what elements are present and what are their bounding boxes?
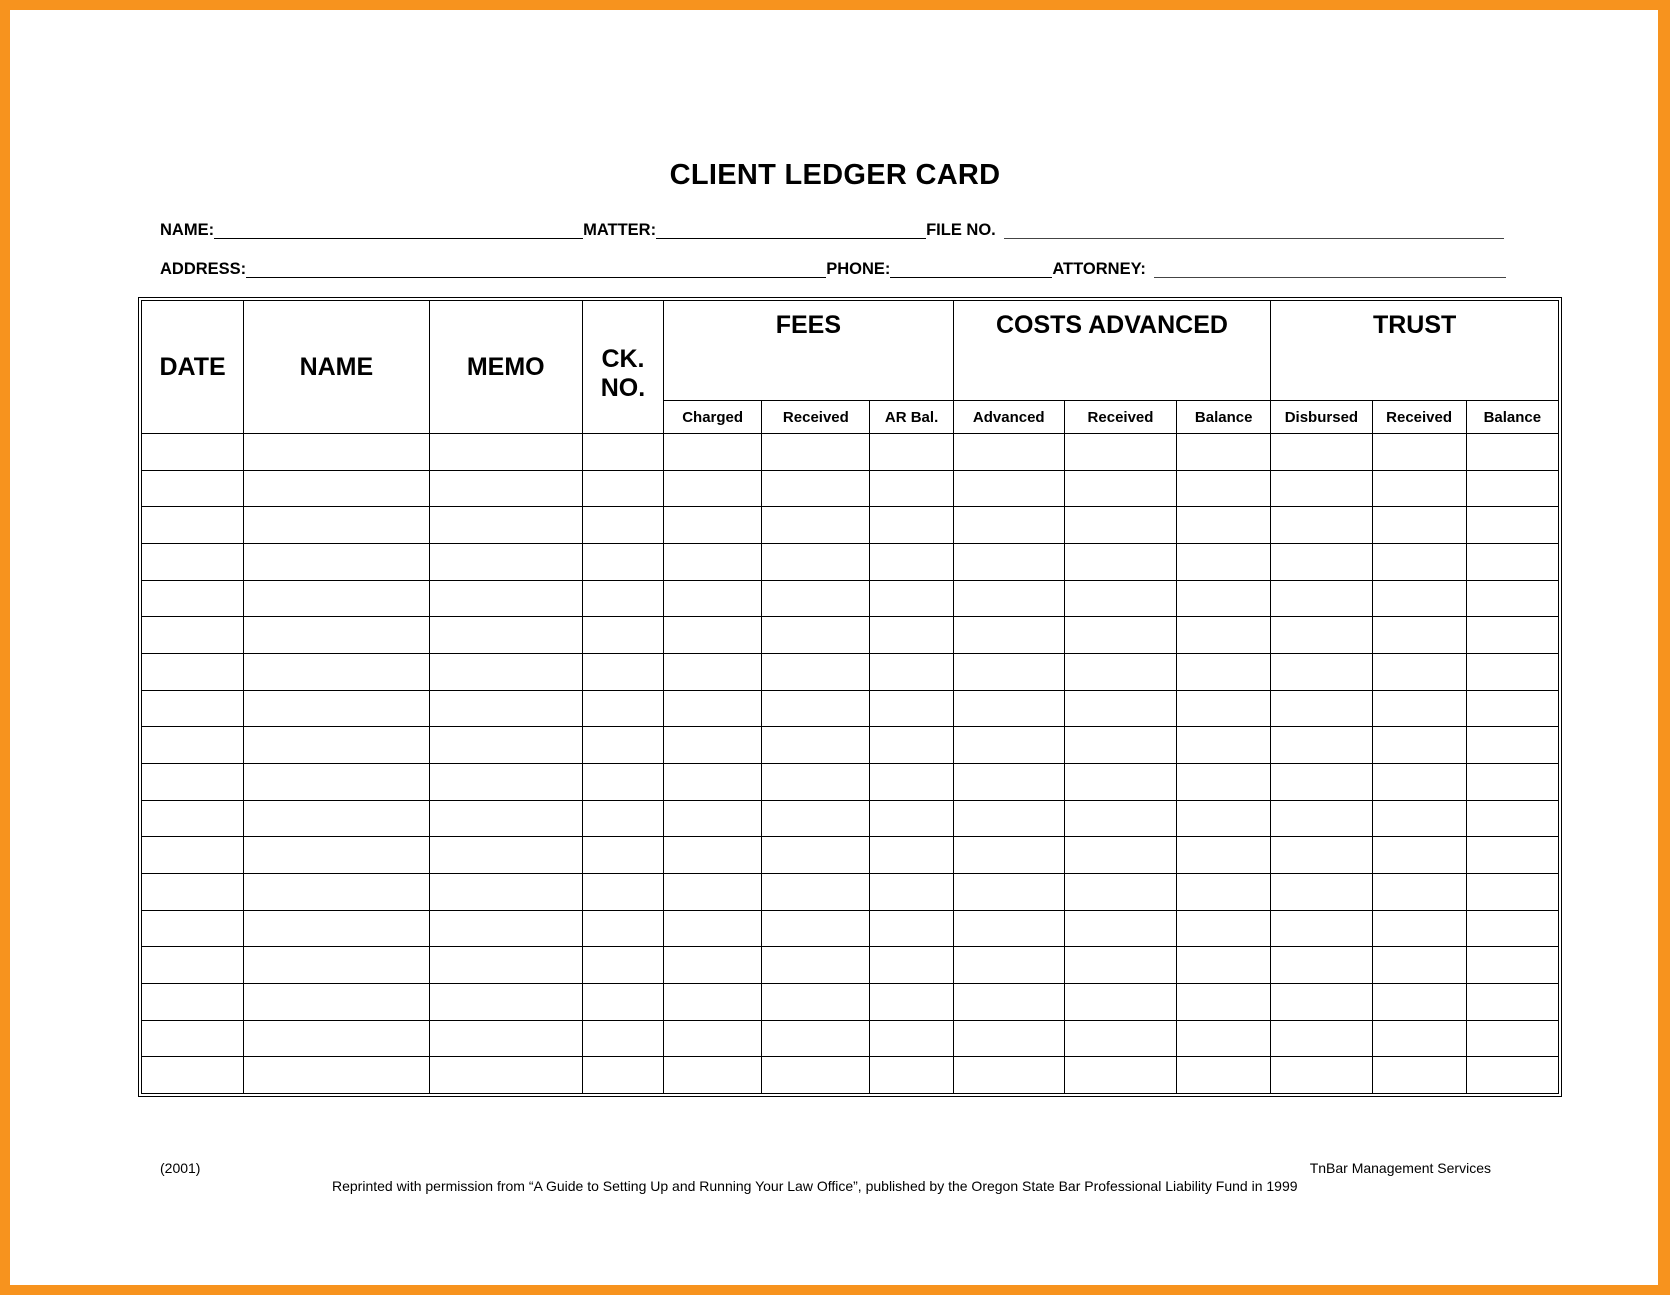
- table-cell[interactable]: [664, 837, 762, 874]
- table-cell[interactable]: [870, 470, 953, 507]
- table-cell[interactable]: [244, 617, 429, 654]
- table-cell[interactable]: [1064, 653, 1176, 690]
- trust-balance-header: Balance: [1466, 401, 1558, 434]
- table-cell[interactable]: [1271, 690, 1372, 727]
- table-cell[interactable]: [1177, 800, 1271, 837]
- table-cell[interactable]: [1177, 1020, 1271, 1057]
- address-label: ADDRESS:: [160, 260, 247, 278]
- table-cell[interactable]: [664, 947, 762, 984]
- table-cell[interactable]: [244, 1020, 429, 1057]
- costs-balance-header: Balance: [1177, 401, 1271, 434]
- table-cell[interactable]: [582, 873, 663, 910]
- table-cell[interactable]: [582, 947, 663, 984]
- table-cell[interactable]: [762, 727, 870, 764]
- file-no-label: FILE NO.: [926, 221, 996, 239]
- table-cell[interactable]: [1064, 470, 1176, 507]
- table-cell[interactable]: [1064, 837, 1176, 874]
- table-cell[interactable]: [870, 653, 953, 690]
- table-cell[interactable]: [429, 580, 582, 617]
- fees-ar-bal-header: AR Bal.: [870, 401, 953, 434]
- table-cell[interactable]: [870, 434, 953, 471]
- table-cell[interactable]: [1271, 873, 1372, 910]
- table-cell[interactable]: [762, 1020, 870, 1057]
- table-cell[interactable]: [870, 690, 953, 727]
- table-cell[interactable]: [1064, 1020, 1176, 1057]
- table-cell[interactable]: [1466, 690, 1558, 727]
- table-cell[interactable]: [244, 873, 429, 910]
- table-row: [142, 983, 1559, 1020]
- header-line-1: [160, 214, 1510, 242]
- table-cell[interactable]: [142, 470, 244, 507]
- table-cell[interactable]: [1372, 470, 1466, 507]
- table-cell[interactable]: [1271, 653, 1372, 690]
- matter-field[interactable]: [656, 237, 926, 239]
- table-cell[interactable]: [244, 653, 429, 690]
- table-cell[interactable]: [1271, 800, 1372, 837]
- table-row: [142, 580, 1559, 617]
- table-cell[interactable]: [582, 837, 663, 874]
- table-cell[interactable]: [762, 434, 870, 471]
- table-cell[interactable]: [870, 873, 953, 910]
- table-cell[interactable]: [429, 1020, 582, 1057]
- table-cell[interactable]: [244, 470, 429, 507]
- ledger-table: [141, 300, 1559, 1094]
- table-cell[interactable]: [762, 910, 870, 947]
- table-cell[interactable]: [429, 983, 582, 1020]
- table-cell[interactable]: [582, 983, 663, 1020]
- table-cell[interactable]: [1271, 470, 1372, 507]
- table-cell[interactable]: [664, 873, 762, 910]
- table-cell[interactable]: [1177, 947, 1271, 984]
- table-cell[interactable]: [1372, 763, 1466, 800]
- date-header: DATE: [142, 301, 244, 434]
- table-cell[interactable]: [142, 947, 244, 984]
- fees-received-header: Received: [762, 401, 870, 434]
- table-cell[interactable]: [1372, 727, 1466, 764]
- name-field[interactable]: [214, 237, 583, 239]
- table-cell[interactable]: [142, 983, 244, 1020]
- table-cell[interactable]: [244, 543, 429, 580]
- trust-disbursed-header: Disbursed: [1271, 401, 1372, 434]
- table-cell[interactable]: [142, 910, 244, 947]
- table-row: [142, 470, 1559, 507]
- table-row: [142, 507, 1559, 544]
- table-cell[interactable]: [1466, 947, 1558, 984]
- table-cell[interactable]: [1372, 1020, 1466, 1057]
- table-cell[interactable]: [762, 1057, 870, 1094]
- table-cell[interactable]: [1466, 837, 1558, 874]
- table-cell[interactable]: [244, 1057, 429, 1094]
- table-cell[interactable]: [762, 543, 870, 580]
- costs-advanced-header: COSTS ADVANCED: [953, 301, 1271, 401]
- name-header: NAME: [244, 301, 429, 434]
- table-cell[interactable]: [429, 763, 582, 800]
- table-cell[interactable]: [1177, 873, 1271, 910]
- table-cell[interactable]: [1064, 983, 1176, 1020]
- table-cell[interactable]: [664, 507, 762, 544]
- table-cell[interactable]: [142, 837, 244, 874]
- table-cell[interactable]: [762, 690, 870, 727]
- table-row: [142, 763, 1559, 800]
- table-cell[interactable]: [953, 763, 1064, 800]
- table-cell[interactable]: [1466, 617, 1558, 654]
- table-cell[interactable]: [664, 543, 762, 580]
- table-cell[interactable]: [244, 983, 429, 1020]
- table-row: [142, 543, 1559, 580]
- matter-label: MATTER:: [583, 221, 657, 239]
- table-cell[interactable]: [142, 580, 244, 617]
- table-cell[interactable]: [582, 434, 663, 471]
- table-cell[interactable]: [953, 543, 1064, 580]
- table-cell[interactable]: [870, 1020, 953, 1057]
- table-cell[interactable]: [429, 727, 582, 764]
- table-cell[interactable]: [762, 837, 870, 874]
- table-cell[interactable]: [1466, 507, 1558, 544]
- table-row: [142, 800, 1559, 837]
- ck-no-header-line2: NO.: [600, 374, 646, 402]
- table-cell[interactable]: [1372, 653, 1466, 690]
- table-cell[interactable]: [142, 434, 244, 471]
- table-cell[interactable]: [142, 653, 244, 690]
- table-cell[interactable]: [1064, 543, 1176, 580]
- table-row: [142, 1057, 1559, 1094]
- table-row: [142, 1020, 1559, 1057]
- table-row: [142, 653, 1559, 690]
- table-cell[interactable]: [1177, 543, 1271, 580]
- table-cell[interactable]: [762, 653, 870, 690]
- table-cell[interactable]: [142, 763, 244, 800]
- table-cell[interactable]: [1064, 1057, 1176, 1094]
- phone-field[interactable]: [890, 276, 1052, 278]
- table-cell[interactable]: [953, 910, 1064, 947]
- table-cell[interactable]: [953, 690, 1064, 727]
- table-cell[interactable]: [142, 873, 244, 910]
- costs-advanced-subheader: Advanced: [953, 401, 1064, 434]
- table-cell[interactable]: [582, 580, 663, 617]
- table-cell[interactable]: [1064, 507, 1176, 544]
- table-cell[interactable]: [1372, 983, 1466, 1020]
- table-cell[interactable]: [953, 617, 1064, 654]
- table-row: [142, 910, 1559, 947]
- address-field[interactable]: [246, 276, 826, 278]
- table-cell[interactable]: [429, 873, 582, 910]
- table-cell[interactable]: [1177, 653, 1271, 690]
- table-cell[interactable]: [664, 727, 762, 764]
- table-cell[interactable]: [244, 507, 429, 544]
- table-cell[interactable]: [953, 873, 1064, 910]
- table-cell[interactable]: [429, 507, 582, 544]
- footer-year: (2001): [160, 1160, 201, 1176]
- costs-received-header: Received: [1064, 401, 1176, 434]
- table-cell[interactable]: [1271, 1020, 1372, 1057]
- table-cell[interactable]: [870, 580, 953, 617]
- table-cell[interactable]: [870, 727, 953, 764]
- table-cell[interactable]: [1372, 837, 1466, 874]
- table-row: [142, 434, 1559, 471]
- table-cell[interactable]: [582, 543, 663, 580]
- table-cell[interactable]: [1064, 800, 1176, 837]
- table-cell[interactable]: [1372, 947, 1466, 984]
- table-cell[interactable]: [1271, 580, 1372, 617]
- trust-header: TRUST: [1271, 301, 1559, 401]
- table-cell[interactable]: [953, 983, 1064, 1020]
- table-cell[interactable]: [664, 617, 762, 654]
- table-cell[interactable]: [244, 837, 429, 874]
- table-cell[interactable]: [1372, 617, 1466, 654]
- table-cell[interactable]: [870, 763, 953, 800]
- ck-no-header: [582, 301, 663, 434]
- table-cell[interactable]: [664, 470, 762, 507]
- table-cell[interactable]: [1372, 910, 1466, 947]
- table-cell[interactable]: [1372, 690, 1466, 727]
- table-cell[interactable]: [1064, 580, 1176, 617]
- table-row: [142, 727, 1559, 764]
- table-cell[interactable]: [664, 653, 762, 690]
- table-cell[interactable]: [870, 617, 953, 654]
- table-cell[interactable]: [1064, 910, 1176, 947]
- table-cell[interactable]: [1177, 470, 1271, 507]
- table-cell[interactable]: [1372, 580, 1466, 617]
- memo-header: MEMO: [429, 301, 582, 434]
- table-cell[interactable]: [1466, 873, 1558, 910]
- fees-charged-header: Charged: [664, 401, 762, 434]
- footer-reprint-note: Reprinted with permission from “A Guide to Setting Up and Running Your Law Office”, published by the Oregon State Bar Professional Liability Fund in 1999: [332, 1178, 1298, 1194]
- table-cell[interactable]: [1271, 507, 1372, 544]
- table-cell[interactable]: [142, 1057, 244, 1094]
- ledger-table-frame: [138, 297, 1562, 1097]
- table-cell[interactable]: [953, 1020, 1064, 1057]
- table-cell[interactable]: [1271, 434, 1372, 471]
- table-cell[interactable]: [953, 507, 1064, 544]
- table-cell[interactable]: [1372, 1057, 1466, 1094]
- table-cell[interactable]: [870, 910, 953, 947]
- table-row: [142, 947, 1559, 984]
- table-cell[interactable]: [244, 910, 429, 947]
- table-cell[interactable]: [1177, 910, 1271, 947]
- table-cell[interactable]: [1177, 837, 1271, 874]
- table-cell[interactable]: [429, 434, 582, 471]
- table-cell[interactable]: [1372, 507, 1466, 544]
- table-cell[interactable]: [1064, 947, 1176, 984]
- table-cell[interactable]: [429, 470, 582, 507]
- table-cell[interactable]: [762, 617, 870, 654]
- table-cell[interactable]: [429, 837, 582, 874]
- table-cell[interactable]: [142, 543, 244, 580]
- table-cell[interactable]: [1466, 543, 1558, 580]
- table-cell[interactable]: [142, 727, 244, 764]
- table-cell[interactable]: [870, 800, 953, 837]
- table-cell[interactable]: [1271, 837, 1372, 874]
- table-cell[interactable]: [582, 1020, 663, 1057]
- table-cell[interactable]: [244, 947, 429, 984]
- table-cell[interactable]: [1177, 763, 1271, 800]
- table-cell[interactable]: [762, 580, 870, 617]
- table-cell[interactable]: [582, 800, 663, 837]
- table-cell[interactable]: [1466, 1057, 1558, 1094]
- table-cell[interactable]: [582, 1057, 663, 1094]
- table-cell[interactable]: [244, 763, 429, 800]
- table-cell[interactable]: [762, 873, 870, 910]
- table-cell[interactable]: [1271, 617, 1372, 654]
- table-cell[interactable]: [1271, 947, 1372, 984]
- attorney-label: ATTORNEY:: [1052, 260, 1146, 278]
- table-row: [142, 873, 1559, 910]
- table-cell[interactable]: [762, 507, 870, 544]
- table-cell[interactable]: [1064, 763, 1176, 800]
- table-cell[interactable]: [582, 910, 663, 947]
- table-cell[interactable]: [953, 653, 1064, 690]
- table-cell[interactable]: [1466, 653, 1558, 690]
- table-cell[interactable]: [1177, 580, 1271, 617]
- table-cell[interactable]: [1466, 763, 1558, 800]
- table-cell[interactable]: [429, 947, 582, 984]
- ck-no-header-line1: CK.: [601, 345, 645, 373]
- ledger-body: [142, 434, 1559, 1094]
- table-cell[interactable]: [664, 910, 762, 947]
- table-cell[interactable]: [1271, 763, 1372, 800]
- table-cell[interactable]: [762, 470, 870, 507]
- table-cell[interactable]: [953, 727, 1064, 764]
- table-cell[interactable]: [953, 470, 1064, 507]
- table-cell[interactable]: [1177, 983, 1271, 1020]
- table-cell[interactable]: [429, 617, 582, 654]
- table-cell[interactable]: [1177, 507, 1271, 544]
- table-cell[interactable]: [762, 947, 870, 984]
- table-cell[interactable]: [582, 507, 663, 544]
- table-cell[interactable]: [244, 580, 429, 617]
- table-cell[interactable]: [1466, 470, 1558, 507]
- table-cell[interactable]: [870, 837, 953, 874]
- table-cell[interactable]: [1372, 434, 1466, 471]
- table-cell[interactable]: [870, 947, 953, 984]
- table-cell[interactable]: [1466, 580, 1558, 617]
- table-cell[interactable]: [244, 727, 429, 764]
- file-no-field[interactable]: [1004, 237, 1504, 239]
- table-cell[interactable]: [1466, 983, 1558, 1020]
- table-cell[interactable]: [1466, 910, 1558, 947]
- form-title: CLIENT LEDGER CARD: [669, 159, 1001, 191]
- table-row: [142, 617, 1559, 654]
- table-cell[interactable]: [762, 800, 870, 837]
- table-cell[interactable]: [142, 1020, 244, 1057]
- table-cell[interactable]: [664, 690, 762, 727]
- table-cell[interactable]: [1466, 727, 1558, 764]
- table-cell[interactable]: [1177, 1057, 1271, 1094]
- table-cell[interactable]: [953, 837, 1064, 874]
- table-cell[interactable]: [244, 690, 429, 727]
- table-cell[interactable]: [244, 434, 429, 471]
- table-cell[interactable]: [142, 507, 244, 544]
- table-cell[interactable]: [582, 727, 663, 764]
- name-label: NAME:: [160, 221, 215, 239]
- table-row: [142, 837, 1559, 874]
- trust-received-header: Received: [1372, 401, 1466, 434]
- table-cell[interactable]: [1271, 543, 1372, 580]
- table-cell[interactable]: [953, 947, 1064, 984]
- table-cell[interactable]: [429, 690, 582, 727]
- table-cell[interactable]: [1271, 727, 1372, 764]
- table-cell[interactable]: [1064, 873, 1176, 910]
- table-cell[interactable]: [664, 434, 762, 471]
- table-cell[interactable]: [1064, 434, 1176, 471]
- table-cell[interactable]: [429, 800, 582, 837]
- table-cell[interactable]: [953, 800, 1064, 837]
- table-cell[interactable]: [1177, 727, 1271, 764]
- table-cell[interactable]: [762, 983, 870, 1020]
- table-cell[interactable]: [429, 653, 582, 690]
- table-cell[interactable]: [582, 617, 663, 654]
- table-cell[interactable]: [244, 800, 429, 837]
- table-cell[interactable]: [1372, 800, 1466, 837]
- table-cell[interactable]: [1177, 434, 1271, 471]
- table-cell[interactable]: [953, 1057, 1064, 1094]
- table-cell[interactable]: [582, 763, 663, 800]
- table-cell[interactable]: [870, 543, 953, 580]
- table-cell[interactable]: [1466, 434, 1558, 471]
- table-cell[interactable]: [664, 983, 762, 1020]
- table-cell[interactable]: [1271, 1057, 1372, 1094]
- table-cell[interactable]: [1177, 617, 1271, 654]
- table-cell[interactable]: [142, 617, 244, 654]
- table-cell[interactable]: [870, 983, 953, 1020]
- attorney-field[interactable]: [1154, 276, 1506, 278]
- footer-publisher: TnBar Management Services: [1309, 1160, 1491, 1176]
- table-cell[interactable]: [953, 580, 1064, 617]
- table-cell[interactable]: [664, 800, 762, 837]
- table-cell[interactable]: [142, 800, 244, 837]
- table-cell[interactable]: [1372, 873, 1466, 910]
- table-cell[interactable]: [664, 1020, 762, 1057]
- fees-header: FEES: [664, 301, 954, 401]
- table-cell[interactable]: [1064, 690, 1176, 727]
- table-cell[interactable]: [582, 653, 663, 690]
- table-cell[interactable]: [1466, 800, 1558, 837]
- table-cell[interactable]: [870, 1057, 953, 1094]
- table-cell[interactable]: [1271, 983, 1372, 1020]
- table-cell[interactable]: [1177, 690, 1271, 727]
- header-line-2: [160, 253, 1510, 281]
- table-cell[interactable]: [429, 1057, 582, 1094]
- table-cell[interactable]: [762, 763, 870, 800]
- table-cell[interactable]: [664, 763, 762, 800]
- table-cell[interactable]: [582, 470, 663, 507]
- table-cell[interactable]: [1064, 617, 1176, 654]
- table-cell[interactable]: [429, 910, 582, 947]
- phone-label: PHONE:: [826, 260, 891, 278]
- table-cell[interactable]: [1064, 727, 1176, 764]
- table-cell[interactable]: [1372, 543, 1466, 580]
- table-cell[interactable]: [870, 507, 953, 544]
- table-cell[interactable]: [582, 690, 663, 727]
- table-cell[interactable]: [953, 434, 1064, 471]
- table-cell[interactable]: [142, 690, 244, 727]
- table-cell[interactable]: [664, 1057, 762, 1094]
- table-cell[interactable]: [429, 543, 582, 580]
- table-cell[interactable]: [1271, 910, 1372, 947]
- table-row: [142, 690, 1559, 727]
- table-cell[interactable]: [664, 580, 762, 617]
- table-cell[interactable]: [1466, 1020, 1558, 1057]
